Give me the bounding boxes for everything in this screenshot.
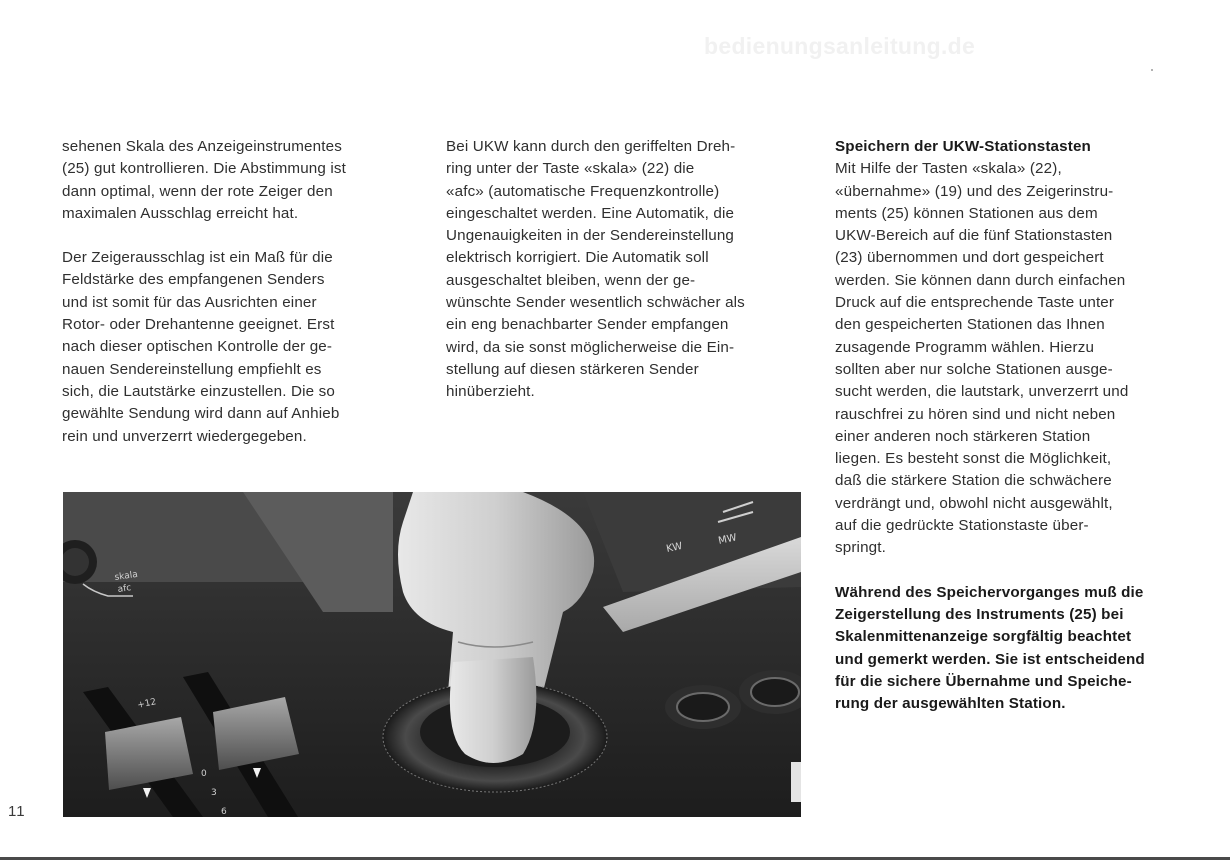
text-line: wünschte Sender wesentlich schwächer als (446, 294, 745, 312)
label-3: 3 (211, 788, 217, 798)
text-line: Zeigerstellung des Instruments (25) bei (835, 605, 1124, 623)
text-line: (23) übernommen und dort gespeichert (835, 249, 1104, 267)
text-column-middle (446, 136, 816, 404)
label-afc: afc (117, 583, 132, 595)
paragraph (62, 247, 422, 448)
watermark: bedienungsanleitung.de (704, 33, 976, 59)
label-kw: KW (665, 540, 684, 555)
text-column-left (62, 136, 422, 448)
text-line: maximalen Ausschlag erreicht hat. (62, 204, 299, 222)
label-plus12: +12 (136, 697, 158, 711)
text-line: verdrängt und, obwohl nicht ausgewählt, (835, 494, 1113, 512)
text-line: Druck auf die entsprechende Taste unter (835, 294, 1115, 312)
text-line: Während des Speichervorganges muß die (835, 583, 1144, 601)
text-line: (25) gut kontrollieren. Die Abstimmung ist (62, 160, 347, 178)
text-line: wird, da sie sonst möglicherweise die Ein- (446, 338, 735, 356)
text-line: Skalenmittenanzeige sorgfältig beachtet (835, 628, 1132, 646)
text-line: springt. (835, 539, 887, 557)
label-6: 6 (221, 807, 227, 817)
text-line: «übernahme» (19) und des Zeigerinstru- (835, 182, 1114, 200)
text-line: eingeschaltet werden. Eine Automatik, die (446, 204, 735, 222)
text-line: ring unter der Taste «skala» (22) die (446, 160, 695, 178)
text-line: Feldstärke des empfangenen Senders (62, 271, 325, 289)
text-line: sucht werden, die lautstark, unverzerrt und (835, 383, 1129, 401)
text-line: rauschfrei zu hören sind und nicht neben (835, 405, 1116, 423)
text-line: für die sichere Übernahme und Speiche- (835, 672, 1132, 690)
device-photo (63, 492, 801, 817)
label-0: 0 (201, 769, 207, 779)
text-line: liegen. Es besteht sonst die Möglichkeit, (835, 450, 1112, 468)
scan-dot (1151, 69, 1153, 71)
text-line: elektrisch korrigiert. Die Automatik soll (446, 249, 709, 267)
text-line: UKW-Bereich auf die fünf Stationstasten (835, 227, 1113, 245)
text-line: und ist somit für das Ausrichten einer (62, 293, 317, 311)
text-line: rung der ausgewählten Station. (835, 695, 1066, 713)
text-line: werden. Sie können dann durch einfachen (835, 271, 1126, 289)
text-line: ments (25) können Stationen aus dem (835, 204, 1098, 222)
text-line: ein eng benachbarter Sender empfangen (446, 316, 729, 334)
label-mw: MW (717, 532, 738, 547)
text-line: nach dieser optischen Kontrolle der ge- (62, 338, 333, 356)
bold-paragraph (835, 582, 1215, 716)
text-line: Bei UKW kann durch den geriffelten Dreh- (446, 138, 736, 155)
text-line: daß die stärkere Station die schwächere (835, 472, 1112, 490)
text-line: Rotor- oder Drehantenne geeignet. Erst (62, 316, 335, 334)
text-line: auf die gedrückte Stationstaste über- (835, 517, 1089, 535)
text-column-right (835, 136, 1215, 715)
text-line: sollten aber nur solche Stationen ausge- (835, 360, 1113, 378)
text-line: Der Zeigerausschlag ist ein Maß für die (62, 249, 333, 267)
text-line: zusagende Programm wählen. Hierzu (835, 338, 1095, 356)
text-line: Mit Hilfe der Tasten «skala» (22), (835, 160, 1062, 178)
text-line: sich, die Lautstärke einzustellen. Die so (62, 382, 335, 400)
text-line: Ungenauigkeiten in der Sendereinstellung (446, 227, 735, 245)
text-line: rein und unverzerrt wiedergegeben. (62, 427, 307, 445)
text-line: hinüberzieht. (446, 383, 535, 401)
section-heading: Speichern der UKW-Stationstasten (835, 138, 1091, 155)
label-skala: skala (114, 569, 139, 583)
text-line: den gespeicherten Stationen das Ihnen (835, 316, 1105, 334)
text-line: gewählte Sendung wird dann auf Anhieb (62, 405, 340, 423)
paragraph (62, 136, 422, 225)
paragraph (446, 136, 816, 404)
text-line: einer anderen noch stärkeren Station (835, 427, 1091, 445)
paragraph (835, 158, 1215, 559)
page-number: 11 (8, 803, 26, 820)
text-line: «afc» (automatische Frequenzkontrolle) (446, 182, 720, 200)
text-line: und gemerkt werden. Sie ist entscheidend (835, 650, 1145, 668)
text-line: stellung auf diesen stärkeren Sender (446, 360, 699, 378)
text-line: ausgeschaltet bleiben, wenn der ge- (446, 271, 696, 289)
text-line: nauen Sendereinstellung empfiehlt es (62, 360, 322, 378)
text-line: sehenen Skala des Anzeigeinstrumentes (62, 138, 342, 155)
text-line: dann optimal, wenn der rote Zeiger den (62, 182, 333, 200)
